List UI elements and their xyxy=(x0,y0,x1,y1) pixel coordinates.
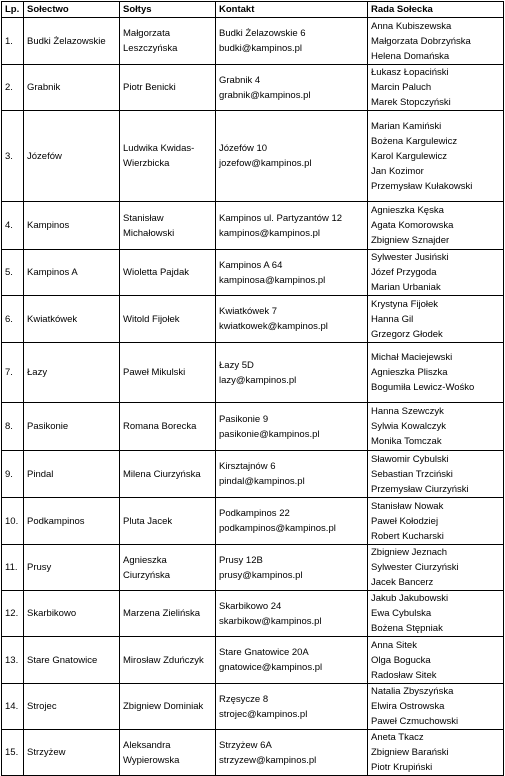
cell-lp: 6. xyxy=(2,296,24,343)
table-row xyxy=(2,18,504,65)
cell-kontakt xyxy=(216,403,368,451)
cell-rada xyxy=(368,591,504,637)
contact-address: Grabnik 4 xyxy=(219,74,261,86)
rada-member: Małgorzata Dobrzyńska xyxy=(371,35,471,47)
contact-email: podkampinos@kampinos.pl xyxy=(219,523,336,534)
contact-address: Podkampinos 22 xyxy=(219,508,290,519)
header-solectwo: Sołectwo xyxy=(24,2,120,18)
cell-soltys: Agnieszka Ciurzyńska xyxy=(120,545,216,591)
cell-solectwo: Podkampinos xyxy=(24,498,120,545)
rada-member: Grzegorz Głodek xyxy=(371,328,443,340)
table-row xyxy=(2,202,504,250)
rada-member: Marek Stopczyński xyxy=(371,97,451,108)
rada-member: Zbigniew Sznajder xyxy=(371,235,450,246)
contact-address: Pasikonie 9 xyxy=(219,413,269,425)
cell-solectwo: Pasikonie xyxy=(24,403,120,451)
contact-email: skarbikow@kampinos.pl xyxy=(219,615,322,627)
table-row xyxy=(2,111,504,202)
cell-solectwo: Kampinos A xyxy=(24,250,120,296)
contact-email: jozefow@kampinos.pl xyxy=(219,158,312,169)
cell-kontakt xyxy=(216,451,368,498)
cell-solectwo: Strojec xyxy=(24,684,120,730)
cell-soltys: Paweł Mikulski xyxy=(120,343,216,403)
contact-email: lazy@kampinos.pl xyxy=(219,374,297,386)
cell-solectwo: Józefów xyxy=(24,111,120,202)
cell-lp: 15. xyxy=(2,730,24,776)
contact-email: grabnik@kampinos.pl xyxy=(219,89,311,101)
rada-member: Paweł Kołodziej xyxy=(371,515,439,527)
cell-rada xyxy=(368,498,504,545)
rada-member: Radosław Sitek xyxy=(371,669,437,681)
contact-email: kampinos@kampinos.pl xyxy=(219,227,320,239)
rada-member: Marian Kamiński xyxy=(371,120,442,132)
table-row xyxy=(2,545,504,591)
rada-member: Sylwia Kowalczyk xyxy=(371,421,446,432)
cell-lp: 9. xyxy=(2,451,24,498)
cell-lp: 12. xyxy=(2,591,24,637)
cell-rada xyxy=(368,250,504,296)
cell-rada xyxy=(368,451,504,498)
rada-member: Stanisław Nowak xyxy=(371,500,444,512)
cell-soltys: Mirosław Zduńczyk xyxy=(120,637,216,684)
cell-lp: 13. xyxy=(2,637,24,684)
cell-lp: 8. xyxy=(2,403,24,451)
rada-member: Sylwester Jusiński xyxy=(371,252,449,263)
contact-email: kampinosa@kampinos.pl xyxy=(219,274,326,286)
table-row xyxy=(2,451,504,498)
table-row xyxy=(2,65,504,111)
cell-solectwo: Pindal xyxy=(24,451,120,498)
contact-address: Kirsztajnów 6 xyxy=(219,461,276,472)
table-row xyxy=(2,296,504,343)
cell-lp: 1. xyxy=(2,18,24,65)
cell-solectwo: Prusy xyxy=(24,545,120,591)
cell-kontakt xyxy=(216,18,368,65)
contact-email: strojec@kampinos.pl xyxy=(219,708,308,720)
table-row xyxy=(2,250,504,296)
table-row xyxy=(2,730,504,776)
cell-kontakt xyxy=(216,730,368,776)
rada-member: Paweł Czmuchowski xyxy=(371,716,459,727)
contact-address: Prusy 12B xyxy=(219,554,263,566)
cell-rada xyxy=(368,730,504,776)
cell-kontakt xyxy=(216,65,368,111)
cell-soltys: Marzena Zielińska xyxy=(120,591,216,637)
rada-member: Bogumiła Lewicz-Wośko xyxy=(371,382,475,393)
cell-soltys: Zbigniew Dominiak xyxy=(120,684,216,730)
cell-kontakt xyxy=(216,111,368,202)
cell-kontakt xyxy=(216,637,368,684)
cell-rada xyxy=(368,684,504,730)
rada-member: Natalia Zbyszyńska xyxy=(371,686,454,697)
rada-member: Helena Domańska xyxy=(371,50,450,62)
contact-address: Józefów 10 xyxy=(219,143,268,154)
rada-member: Hanna Szewczyk xyxy=(371,406,444,417)
contact-email: strzyzew@kampinos.pl xyxy=(219,754,317,766)
cell-solectwo: Grabnik xyxy=(24,65,120,111)
table-row xyxy=(2,498,504,545)
table-row xyxy=(2,403,504,451)
contact-email: pindal@kampinos.pl xyxy=(219,476,305,487)
cell-solectwo: Skarbikowo xyxy=(24,591,120,637)
cell-solectwo: Stare Gnatowice xyxy=(24,637,120,684)
contact-email: kwiatkowek@kampinos.pl xyxy=(219,321,328,332)
cell-soltys: Witold Fijołek xyxy=(120,296,216,343)
header-soltys: Sołtys xyxy=(120,2,216,18)
rada-member: Anna Sitek xyxy=(371,639,417,651)
rada-member: Marcin Paluch xyxy=(371,82,432,93)
cell-soltys: Stanisław Michałowski xyxy=(120,202,216,250)
cell-lp: 10. xyxy=(2,498,24,545)
rada-member: Robert Kucharski xyxy=(371,530,444,542)
rada-member: Jacek Bancerz xyxy=(371,577,434,588)
cell-rada xyxy=(368,65,504,111)
header-lp: Lp. xyxy=(2,2,24,18)
rada-member: Sławomir Cybulski xyxy=(371,453,449,465)
rada-member: Zbigniew Jeznach xyxy=(371,547,448,558)
table-row xyxy=(2,591,504,637)
rada-member: Józef Przygoda xyxy=(371,267,437,278)
cell-soltys: Piotr Benicki xyxy=(120,65,216,111)
contact-address: Łazy 5D xyxy=(219,359,254,371)
rada-member: Przemysław Kułakowski xyxy=(371,180,473,192)
contact-address: Stare Gnatowice 20A xyxy=(219,647,309,658)
cell-solectwo: Kwiatkówek xyxy=(24,296,120,343)
cell-lp: 4. xyxy=(2,202,24,250)
header-kontakt: Kontakt xyxy=(216,2,368,18)
contact-address: Skarbikowo 24 xyxy=(219,600,282,612)
rada-member: Agnieszka Pliszka xyxy=(371,367,448,378)
rada-member: Sebastian Trzciński xyxy=(371,468,453,480)
contact-email: prusy@kampinos.pl xyxy=(219,569,303,581)
contact-address: Budki Żelazowskie 6 xyxy=(219,28,306,39)
rada-member: Karol Kargulewicz xyxy=(371,150,448,162)
rada-member: Jakub Jakubowski xyxy=(371,593,449,604)
solectwa-table xyxy=(1,1,504,776)
cell-soltys: Aleksandra Wypierowska xyxy=(120,730,216,776)
rada-member: Elwira Ostrowska xyxy=(371,701,445,712)
rada-member: Monika Tomczak xyxy=(371,436,442,447)
rada-member: Piotr Krupiński xyxy=(371,762,433,773)
rada-member: Krystyna Fijołek xyxy=(371,298,439,310)
cell-rada xyxy=(368,296,504,343)
rada-member: Anna Kubiszewska xyxy=(371,20,452,32)
rada-member: Marian Urbaniak xyxy=(371,282,441,293)
rada-member: Olga Bogucka xyxy=(371,654,431,666)
contact-address: Kampinos A 64 xyxy=(219,259,283,271)
rada-member: Bożena Kargulewicz xyxy=(371,135,458,147)
cell-soltys: Pluta Jacek xyxy=(120,498,216,545)
cell-rada xyxy=(368,18,504,65)
cell-lp: 3. xyxy=(2,111,24,202)
rada-member: Aneta Tkacz xyxy=(371,732,424,743)
contact-email: pasikonie@kampinos.pl xyxy=(219,428,320,440)
contact-address: Strzyżew 6A xyxy=(219,739,272,751)
cell-kontakt xyxy=(216,296,368,343)
cell-kontakt xyxy=(216,545,368,591)
table-row xyxy=(2,343,504,403)
header-row xyxy=(2,2,504,18)
rada-member: Bożena Stępniak xyxy=(371,623,443,634)
rada-member: Jan Kozimor xyxy=(371,165,424,177)
cell-kontakt xyxy=(216,498,368,545)
rada-member: Ewa Cybulska xyxy=(371,608,432,619)
cell-kontakt xyxy=(216,684,368,730)
rada-member: Zbigniew Barański xyxy=(371,747,449,758)
cell-rada xyxy=(368,637,504,684)
contact-email: budki@kampinos.pl xyxy=(219,43,303,54)
rada-member: Agata Komorowska xyxy=(371,220,454,231)
cell-lp: 7. xyxy=(2,343,24,403)
cell-kontakt xyxy=(216,591,368,637)
cell-rada xyxy=(368,111,504,202)
cell-kontakt xyxy=(216,343,368,403)
cell-rada xyxy=(368,545,504,591)
cell-rada xyxy=(368,343,504,403)
cell-lp: 2. xyxy=(2,65,24,111)
rada-member: Przemysław Ciurzyński xyxy=(371,483,469,495)
rada-member: Agnieszka Kęska xyxy=(371,205,444,216)
cell-soltys: Ludwika Kwidas-Wierzbicka xyxy=(120,111,216,202)
cell-solectwo: Budki Żelazowskie xyxy=(24,18,120,65)
cell-solectwo: Kampinos xyxy=(24,202,120,250)
cell-lp: 11. xyxy=(2,545,24,591)
header-rada: Rada Sołecka xyxy=(368,2,504,18)
rada-member: Hanna Gil xyxy=(371,313,414,325)
cell-soltys: Wioletta Pajdak xyxy=(120,250,216,296)
cell-solectwo: Strzyżew xyxy=(24,730,120,776)
table-body xyxy=(2,18,504,776)
cell-soltys: Małgorzata Leszczyńska xyxy=(120,18,216,65)
contact-address: Kwiatkówek 7 xyxy=(219,306,278,317)
cell-kontakt xyxy=(216,250,368,296)
table-row xyxy=(2,637,504,684)
cell-soltys: Romana Borecka xyxy=(120,403,216,451)
contact-address: Kampinos ul. Partyzantów 12 xyxy=(219,212,343,224)
contact-address: Rzęsycze 8 xyxy=(219,693,269,705)
contact-email: gnatowice@kampinos.pl xyxy=(219,662,323,673)
table-row xyxy=(2,684,504,730)
rada-member: Sylwester Ciurzyński xyxy=(371,562,459,573)
rada-member: Michał Maciejewski xyxy=(371,352,453,363)
cell-lp: 5. xyxy=(2,250,24,296)
cell-kontakt xyxy=(216,202,368,250)
cell-lp: 14. xyxy=(2,684,24,730)
cell-solectwo: Łazy xyxy=(24,343,120,403)
cell-rada xyxy=(368,403,504,451)
cell-soltys: Milena Ciurzyńska xyxy=(120,451,216,498)
cell-rada xyxy=(368,202,504,250)
rada-member: Łukasz Łopaciński xyxy=(371,67,449,78)
